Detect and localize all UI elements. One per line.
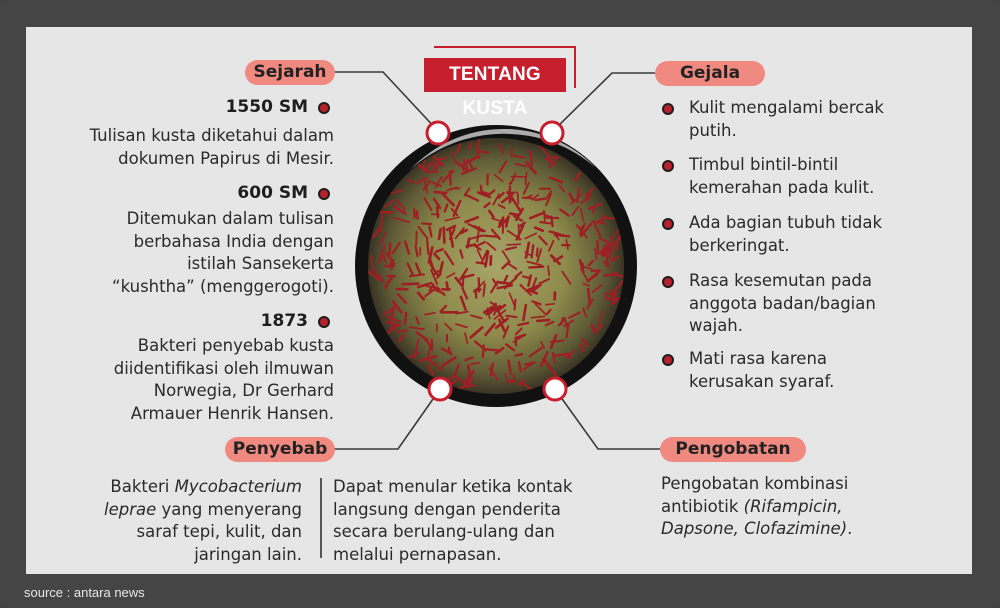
bacterium-rod (481, 152, 488, 153)
text-line: Rasa kesemutan pada (689, 271, 873, 290)
page-title: TENTANG KUSTA (424, 58, 566, 92)
text-line: Ada bagian tubuh tidak (689, 213, 883, 232)
bacterium-rod (483, 349, 499, 351)
text-line: Armauer Henrik Hansen. (130, 403, 334, 423)
source-credit: source : antara news (24, 585, 145, 600)
sejarah-text-3 (40, 335, 334, 425)
bacterium-rod (469, 377, 470, 385)
bacterium-rod (479, 278, 480, 291)
text-line: anggota badan/bagian (689, 293, 876, 313)
text-line: jaringan lain. (194, 544, 302, 564)
sejarah-text-1 (40, 125, 334, 170)
bacterium-rod (380, 212, 392, 213)
bacterium-rod (510, 214, 518, 216)
bacterium-rod (526, 173, 527, 185)
text-line: melalui pernapasan. (333, 544, 502, 564)
text-line: dokumen Papirus di Mesir. (118, 148, 334, 168)
text-line: leprae yang menyerang (104, 499, 302, 519)
text-line: diidentifikasi oleh ilmuwan (113, 358, 334, 378)
text-line: kerusakan syaraf. (689, 371, 835, 391)
bullet-icon (318, 102, 330, 114)
bacterium-rod (403, 284, 419, 285)
text-line: Bakteri penyebab kusta (137, 336, 334, 355)
text-line: Mati rasa karena (689, 349, 828, 368)
bacterium-rod (463, 279, 464, 289)
text-line: antibiotik (Rifampicin, (661, 496, 843, 516)
bacterium-rod (537, 248, 538, 256)
text-line: Ditemukan dalam tulisan (126, 209, 334, 228)
bacterium-rod (435, 192, 447, 193)
text-line: Tulisan kusta diketahui dalam (89, 126, 334, 145)
node-sejarah (427, 122, 449, 144)
gejala-item-5 (689, 348, 959, 393)
pengobatan-text (661, 473, 951, 541)
bacterium-rod (463, 160, 464, 170)
sejarah-text-2 (40, 208, 334, 298)
node-gejala (541, 122, 563, 144)
bacterium-rod (439, 229, 441, 239)
gejala-item-2 (689, 154, 959, 199)
bacterium-rod (518, 193, 519, 204)
section-label-sejarah: Sejarah (245, 60, 335, 85)
text-line: Dapsone, Clofazimine). (661, 519, 853, 538)
bacterium-rod (477, 263, 487, 264)
sejarah-year-3: 1873 (260, 311, 308, 331)
text-line: Kulit mengalami bercak (689, 98, 884, 117)
gejala-item-1 (689, 97, 959, 142)
bacterium-rod (607, 253, 608, 266)
node-penyebab (429, 378, 451, 400)
bacterium-rod (507, 244, 520, 245)
bacterium-rod (588, 289, 590, 303)
bacterium-rod (610, 248, 611, 258)
bacterium-rod (427, 240, 428, 254)
bullet-icon (318, 188, 330, 200)
bacterium-rod (519, 362, 521, 371)
bacterium-rod (483, 345, 484, 357)
bacterium-rod (555, 235, 569, 236)
penyebab-left-text (60, 476, 302, 566)
bullet-icon (662, 276, 674, 288)
text-line: “kushtha” (menggerogoti). (112, 276, 334, 296)
text-line: Timbul bintil-bintil (689, 155, 839, 174)
bullet-icon (662, 354, 674, 366)
gejala-item-4 (689, 270, 959, 338)
bullet-icon (318, 316, 330, 328)
bacterium-rod (537, 320, 549, 321)
bacterium-rod (482, 192, 488, 194)
text-line: kemerahan pada kulit. (689, 177, 875, 197)
bullet-icon (662, 103, 674, 115)
text-line: putih. (689, 120, 737, 140)
bacterium-rod (546, 304, 554, 305)
bacterium-rod (548, 266, 549, 275)
penyebab-right-text (333, 476, 613, 566)
text-line: Pengobatan kombinasi (661, 474, 849, 493)
bacterium-rod (450, 171, 451, 184)
bacterium-rod (471, 363, 479, 364)
penyebab-divider (320, 478, 322, 558)
text-line: Norwegia, Dr Gerhard (153, 381, 334, 400)
text-line: secara berulang-ulang dan (333, 522, 555, 541)
bacterium-rod (491, 364, 493, 376)
node-pengobatan (544, 378, 566, 400)
bacterium-rod (397, 330, 408, 331)
bacterium-rod (481, 186, 482, 194)
text-line: Dapat menular ketika kontak (333, 477, 573, 496)
text-line: langsung dengan penderita (333, 499, 561, 519)
text-line: istilah Sansekerta (187, 254, 334, 273)
bacterium-rod (437, 208, 438, 218)
bacterium-rod (444, 228, 445, 243)
bacterium-rod (417, 212, 418, 219)
bacterium-rod (405, 313, 406, 324)
section-label-pengobatan: Pengobatan (660, 437, 806, 462)
text-line: wajah. (689, 316, 744, 335)
bacterium-rod (529, 267, 543, 268)
bullet-icon (662, 218, 674, 230)
gejala-item-3 (689, 212, 959, 257)
sejarah-year-2: 600 SM (237, 183, 308, 203)
section-label-penyebab: Penyebab (225, 437, 335, 462)
text-line: berbahasa India dengan (133, 231, 334, 251)
bullet-icon (662, 160, 674, 172)
sejarah-year-1: 1550 SM (225, 97, 308, 117)
text-line: saraf tepi, kulit, dan (136, 522, 302, 541)
section-label-gejala: Gejala (655, 61, 765, 86)
bacterium-rod (516, 354, 522, 356)
bacterium-rod (503, 217, 504, 233)
bacterium-rod (597, 241, 598, 254)
bacterium-rod (544, 211, 545, 223)
bacterium-rod (606, 218, 616, 219)
bacterium-rod (389, 243, 390, 256)
bacterium-rod (422, 223, 431, 224)
bacterium-rod (535, 199, 545, 201)
text-line: Bakteri Mycobacterium (110, 477, 302, 496)
text-line: berkeringat. (689, 235, 790, 255)
